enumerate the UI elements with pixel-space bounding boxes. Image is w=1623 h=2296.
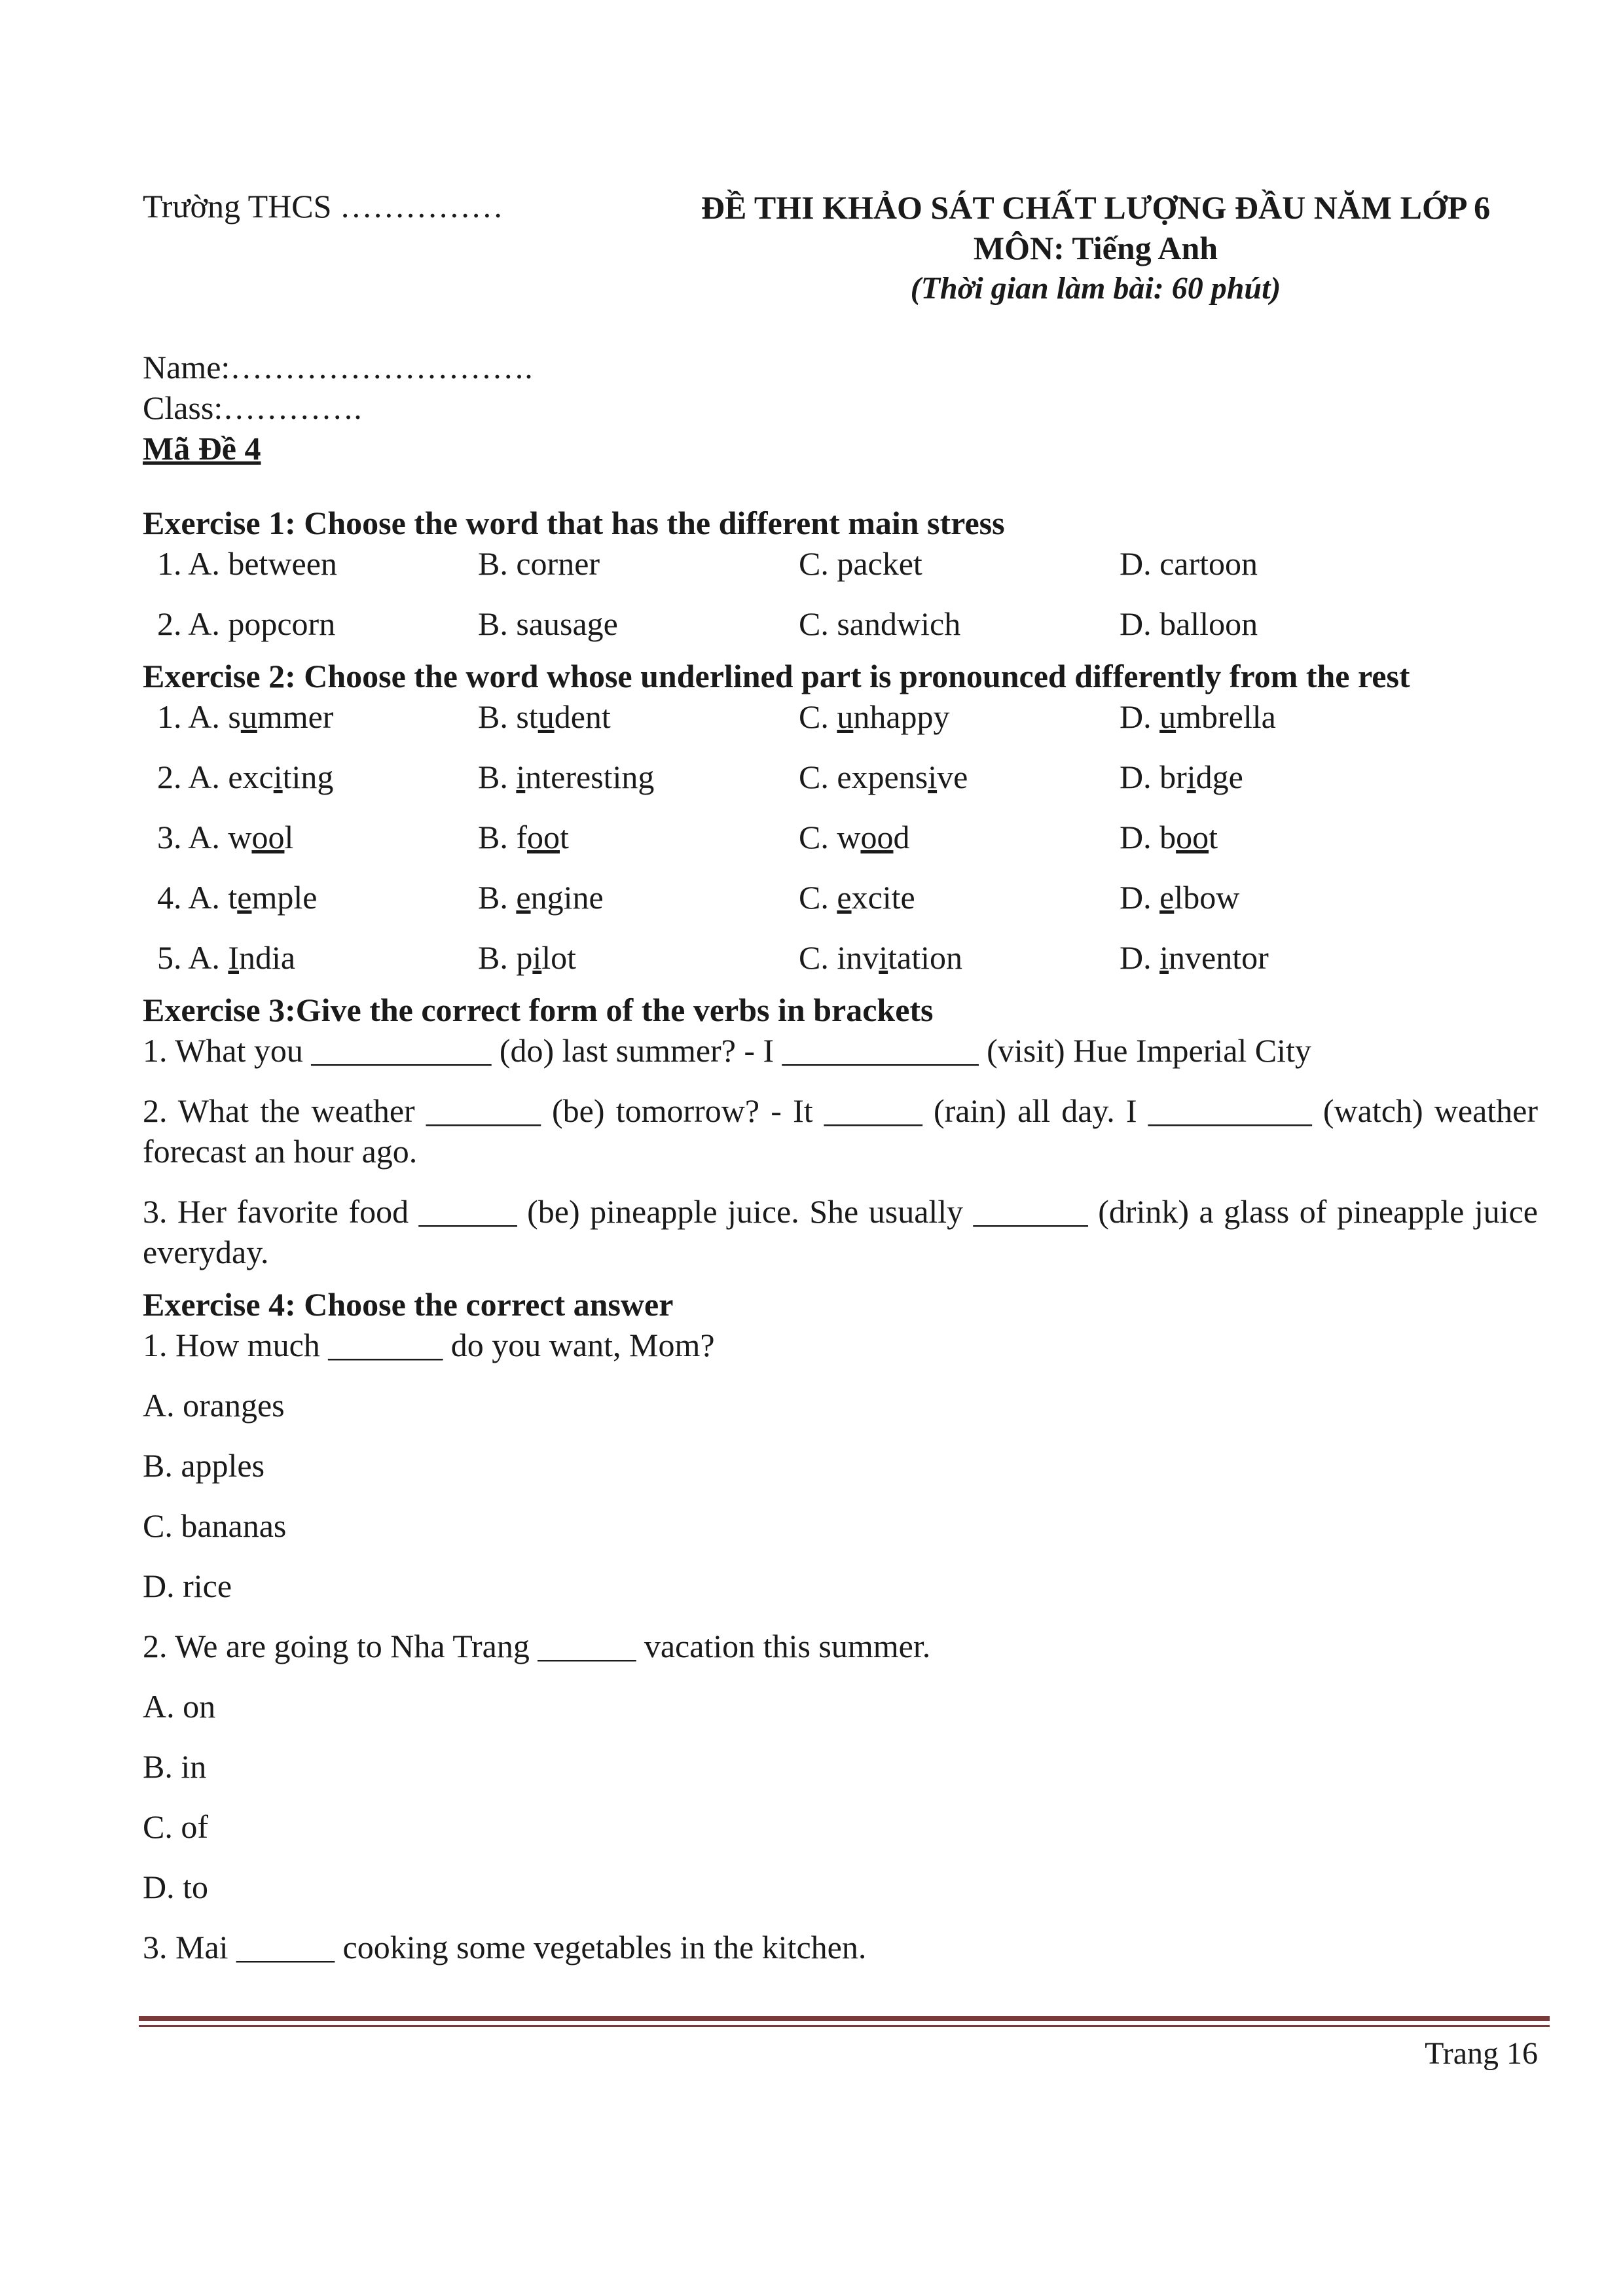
ex4-q1-option-c: C. bananas	[143, 1507, 287, 1544]
ex2-q5-option-c: C. invitation	[799, 939, 963, 976]
ex2-q3-option-b: B. foot	[478, 819, 569, 855]
ex4-q1-option-b: B. apples	[143, 1447, 265, 1484]
page-number: Trang 16	[1425, 2036, 1538, 2071]
ex4-q2-option-a: A. on	[143, 1688, 216, 1725]
ex1-q2-option-c: C. sandwich	[799, 605, 961, 642]
exercise-2-title: Exercise 2: Choose the word whose underlined part is pronounced differently from the rest	[143, 658, 1410, 694]
ex2-q2-option-b: B. interesting	[478, 759, 655, 795]
ex4-q1-option-a: A. oranges	[143, 1387, 285, 1424]
class-line: Class:………….	[143, 389, 362, 426]
ex1-question-2	[143, 603, 1538, 656]
ex1-q1-option-d: D. cartoon	[1120, 545, 1258, 582]
ex2-question-1	[143, 696, 1538, 757]
ex2-question-3	[143, 817, 1538, 877]
ex2-question-5	[143, 937, 1538, 990]
ex2-q2-option-a: 2. A. exciting	[157, 759, 334, 795]
footer-rule-thick	[139, 2016, 1550, 2021]
ex2-q4-option-c: C. excite	[799, 879, 915, 916]
ex1-q1-option-c: C. packet	[799, 545, 922, 582]
ex1-question-1	[143, 543, 1538, 603]
ex2-q3-option-d: D. boot	[1120, 819, 1218, 855]
ex1-q2-option-a: 2. A. popcorn	[157, 605, 336, 642]
ex4-question-2: 2. We are going to Nha Trang ______ vacation this summer.	[143, 1628, 931, 1664]
ex4-question-3: 3. Mai ______ cooking some vegetables in the kitchen.	[143, 1929, 867, 1965]
ex4-q2-option-b: B. in	[143, 1748, 207, 1785]
ex3-question-2: 2. What the weather _______ (be) tomorrow? - It ______ (rain) all day. I __________ (watch) weather forecast an hour ago.	[143, 1092, 1538, 1170]
ex2-q4-option-b: B. engine	[478, 879, 604, 916]
ex2-q3-option-c: C. wood	[799, 819, 910, 855]
ex3-question-3: 3. Her favorite food ______ (be) pineapple juice. She usually _______ (drink) a glass of pineapple juice everyday.	[143, 1193, 1538, 1270]
title-block	[653, 187, 1538, 309]
ex2-q4-option-d: D. elbow	[1120, 879, 1240, 916]
ex4-q2-option-d: D. to	[143, 1869, 208, 1905]
footer-rule-thin	[139, 2025, 1550, 2027]
ex2-q5-option-b: B. pilot	[478, 939, 577, 976]
header	[143, 187, 1538, 318]
ex4-q2-option-c: C. of	[143, 1808, 208, 1845]
ex2-q1-option-d: D. umbrella	[1120, 698, 1276, 735]
ex2-q1-option-c: C. unhappy	[799, 698, 950, 735]
ex4-q1-option-d: D. rice	[143, 1568, 232, 1604]
name-line: Name:……………………….	[143, 349, 533, 386]
ex4-question-1: 1. How much _______ do you want, Mom?	[143, 1327, 715, 1363]
ex2-q1-option-a: 1. A. summer	[157, 698, 334, 735]
exam-duration: (Thời gian làm bài: 60 phút)	[910, 271, 1281, 306]
exam-content	[143, 503, 1538, 1987]
school-name: Trường THCS ……………	[143, 188, 503, 224]
exercise-1-title: Exercise 1: Choose the word that has the different main stress	[143, 505, 1005, 541]
ex2-q2-option-d: D. bridge	[1120, 759, 1243, 795]
ex2-question-2	[143, 757, 1538, 817]
exercise-4-title: Exercise 4: Choose the correct answer	[143, 1286, 674, 1323]
exam-title: ĐỀ THI KHẢO SÁT CHẤT LƯỢNG ĐẦU NĂM LỚP 6	[701, 189, 1491, 226]
exercise-3-title: Exercise 3:Give the correct form of the verbs in brackets	[143, 992, 934, 1028]
exam-subject: MÔN: Tiếng Anh	[973, 230, 1218, 266]
ex1-q1-option-a: 1. A. between	[157, 545, 337, 582]
ex2-q1-option-b: B. student	[478, 698, 611, 735]
ex2-q2-option-c: C. expensive	[799, 759, 968, 795]
ex2-q5-option-d: D. inventor	[1120, 939, 1269, 976]
ex1-q1-option-b: B. corner	[478, 545, 600, 582]
ex2-q3-option-a: 3. A. wool	[157, 819, 294, 855]
ex2-q5-option-a: 5. A. India	[157, 939, 296, 976]
ex1-q2-option-b: B. sausage	[478, 605, 618, 642]
ex1-q2-option-d: D. balloon	[1120, 605, 1258, 642]
student-info	[143, 347, 533, 469]
ex3-question-1: 1. What you ___________ (do) last summer? - I ____________ (visit) Hue Imperial City	[143, 1032, 1311, 1069]
exam-code: Mã Đề 4	[143, 430, 261, 467]
ex2-question-4	[143, 877, 1538, 937]
ex2-q4-option-a: 4. A. temple	[157, 879, 318, 916]
